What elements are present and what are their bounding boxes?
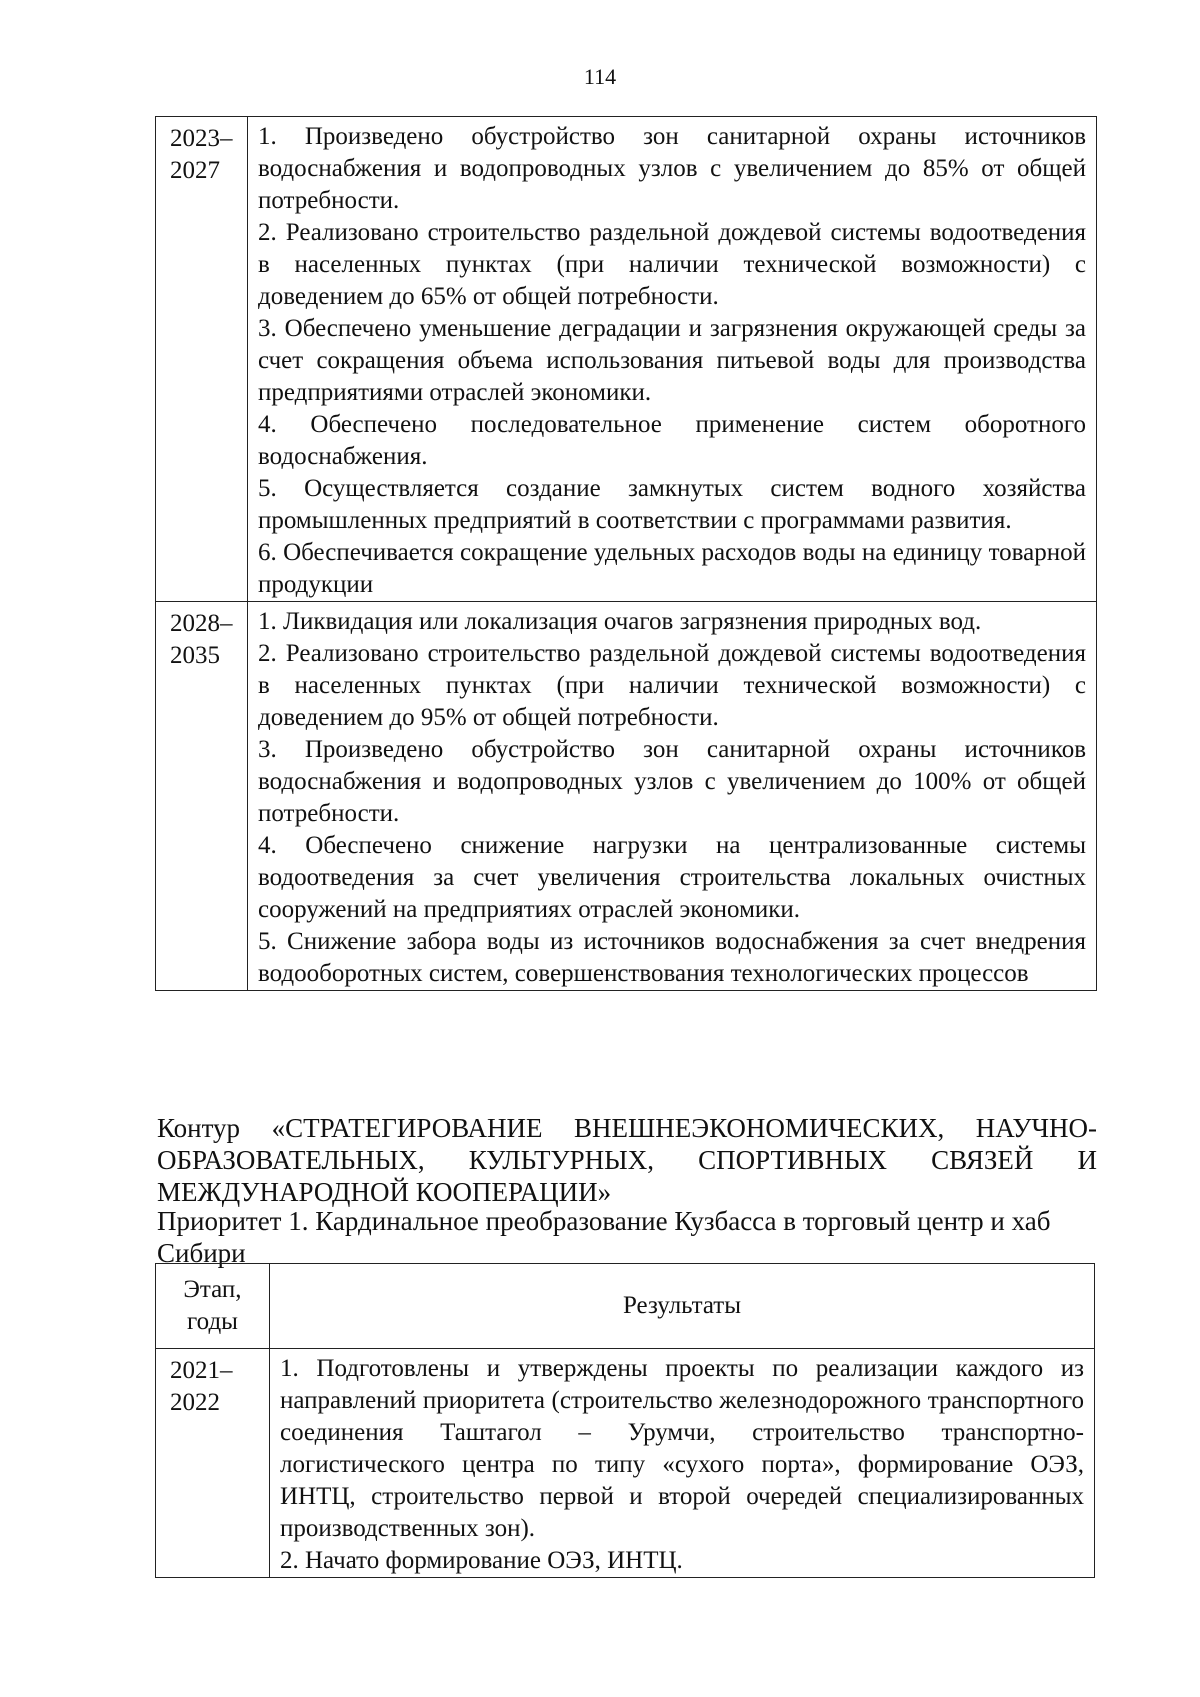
header-period: Этап, годы <box>183 1276 242 1335</box>
result-item: 1. Ликвидация или локализация очагов загрязнения природных вод. <box>258 608 982 635</box>
result-item: 1. Произведено обустройство зон санитарной охраны источников водоснабжения и водопроводных узлов с увеличением до 85% от общей потребности. <box>258 123 1086 214</box>
result-item: 4. Обеспечено снижение нагрузки на централизованные системы водоотведения за счет увеличения строительства локальных очистных сооружений на предприятиях отраслей экономики. <box>258 832 1086 923</box>
period-cell <box>156 602 248 991</box>
contour-heading: Контур «СТРАТЕГИРОВАНИЕ ВНЕШНЕЭКОНОМИЧЕСКИХ, НАУЧНО-ОБРАЗОВАТЕЛЬНЫХ, КУЛЬТУРНЫХ, СПОРТИВНЫХ СВЯЗЕЙ И МЕЖДУНАРОДНОЙ КООПЕРАЦИИ» <box>157 1113 1097 1207</box>
result-item: 5. Осуществляется создание замкнутых систем водного хозяйства промышленных предприятий в соответствии с программами развития. <box>258 475 1086 534</box>
result-item: 1. Подготовлены и утверждены проекты по реализации каждого из направлений приоритета (строительство железнодорожного транспортного соединения Таштагол – Урумчи, строительство транспортно-логистического центра по типу «сухого порта», формирование ОЭЗ, ИНТЦ, строительство первой и второй очередей специализированных производственных зон). <box>280 1355 1084 1542</box>
results-table-priority <box>155 1263 1095 1578</box>
table-row <box>156 602 1097 991</box>
results-table-water <box>155 116 1097 991</box>
period-label: 2021–2022 <box>170 1357 233 1416</box>
result-item: 4. Обеспечено последовательное применение систем оборотного водоснабжения. <box>258 411 1086 470</box>
result-item: 2. Реализовано строительство раздельной дождевой системы водоотведения в населенных пунктах (при наличии технической возможности) с доведением до 65% от общей потребности. <box>258 219 1086 310</box>
table-row <box>156 117 1097 602</box>
header-results: Результаты <box>622 1292 742 1319</box>
results-cell <box>248 602 1097 991</box>
result-item: 5. Снижение забора воды из источников водоснабжения за счет внедрения водооборотных систем, совершенствования технологических процессов <box>258 928 1086 987</box>
priority-heading: Приоритет 1. Кардинальное преобразование Кузбасса в торговый центр и хаб Сибири <box>157 1206 1051 1268</box>
result-item: 6. Обеспечивается сокращение удельных расходов воды на единицу товарной продукции <box>258 539 1086 598</box>
results-cell <box>248 117 1097 602</box>
page-number: 114 <box>583 64 617 89</box>
period-label: 2028–2035 <box>170 610 233 669</box>
table-header-row <box>156 1264 1095 1349</box>
header-period-cell <box>156 1264 270 1349</box>
period-label: 2023–2027 <box>170 125 233 184</box>
period-cell <box>156 1349 270 1578</box>
result-item: 2. Начато формирование ОЭЗ, ИНТЦ. <box>280 1547 683 1574</box>
result-item: 2. Реализовано строительство раздельной дождевой системы водоотведения в населенных пунктах (при наличии технической возможности) с доведением до 95% от общей потребности. <box>258 640 1086 731</box>
result-item: 3. Обеспечено уменьшение деградации и загрязнения окружающей среды за счет сокращения объема использования питьевой воды для производства предприятиями отраслей экономики. <box>258 315 1086 406</box>
period-cell <box>156 117 248 602</box>
results-cell <box>270 1349 1095 1578</box>
header-results-cell <box>270 1264 1095 1349</box>
result-item: 3. Произведено обустройство зон санитарной охраны источников водоснабжения и водопроводных узлов с увеличением до 100% от общей потребности. <box>258 736 1086 827</box>
table-row <box>156 1349 1095 1578</box>
